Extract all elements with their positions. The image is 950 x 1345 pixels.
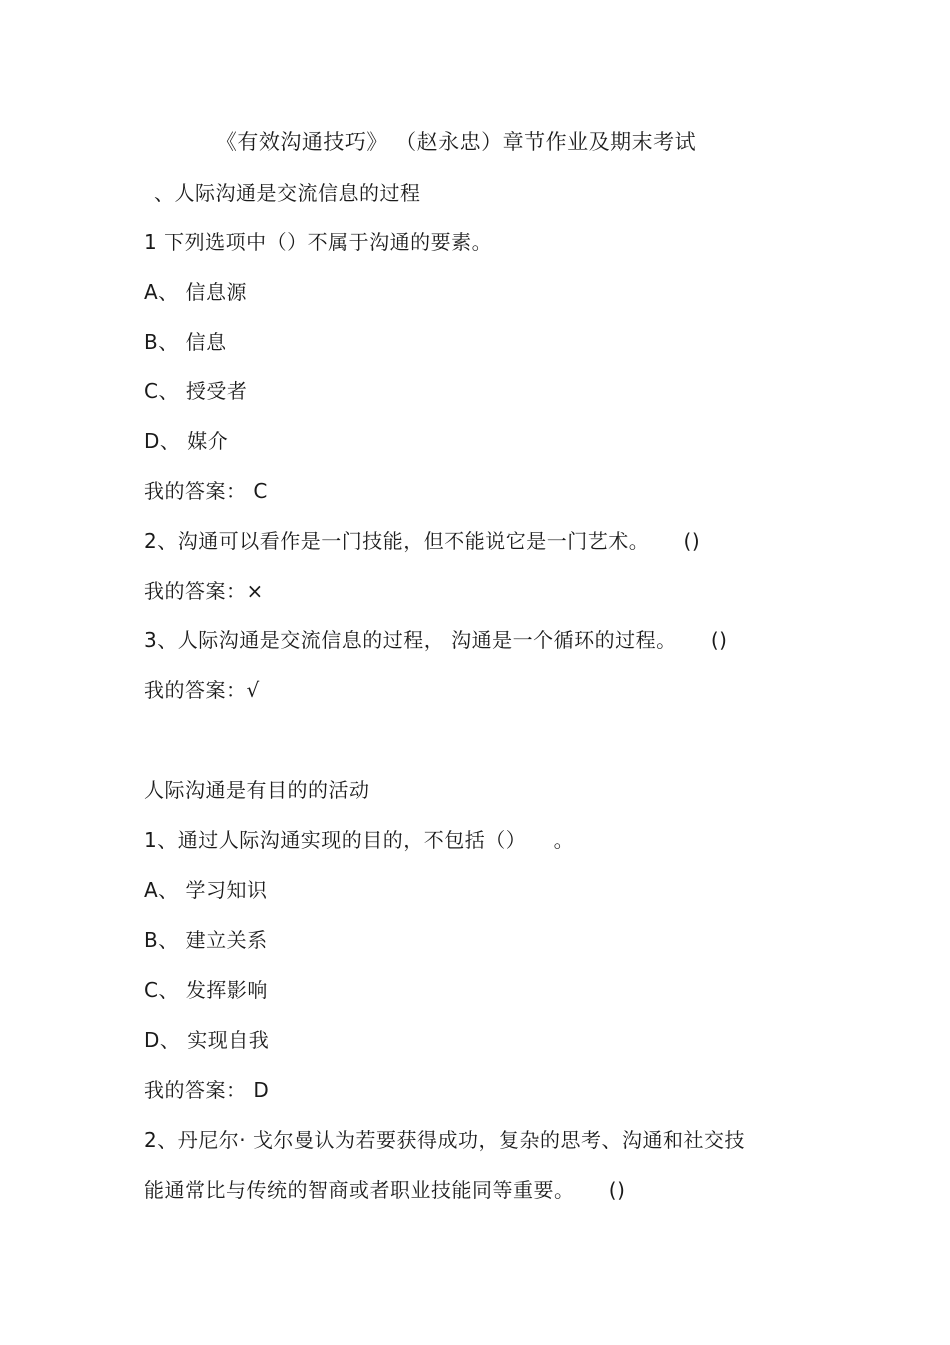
section-heading: 、人际沟通是交流信息的过程 — [154, 181, 421, 205]
option-d: D、 实现自我 — [144, 1028, 270, 1052]
question-text: 1 下列选项中（）不属于沟通的要素。 — [144, 230, 493, 254]
option-b: B、 信息 — [144, 330, 227, 354]
answer-text: 我的答案： C — [144, 479, 268, 503]
question-text: 2、沟通可以看作是一门技能，但不能说它是一门艺术。 () — [144, 529, 701, 553]
option-a: A、 信息源 — [144, 280, 248, 304]
question-text: 3、人际沟通是交流信息的过程， 沟通是一个循环的过程。 () — [144, 628, 728, 652]
document-title: 《有效沟通技巧》 （赵永忠）章节作业及期末考试 — [215, 130, 697, 154]
question-text: 1、通过人际沟通实现的目的，不包括（） 。 — [144, 828, 575, 852]
option-d: D、 媒介 — [144, 429, 229, 453]
answer-text: 我的答案：× — [144, 579, 264, 603]
question-text-line1: 2、丹尼尔· 戈尔曼认为若要获得成功，复杂的思考、沟通和社交技 — [144, 1128, 745, 1152]
option-b: B、 建立关系 — [144, 928, 268, 952]
question-text-line2: 能通常比与传统的智商或者职业技能同等重要。 () — [144, 1178, 626, 1202]
option-c: C、 授受者 — [144, 379, 248, 403]
answer-text: 我的答案： D — [144, 1078, 270, 1102]
section-heading: 人际沟通是有目的的活动 — [144, 778, 370, 802]
option-c: C、 发挥影响 — [144, 978, 268, 1002]
answer-text: 我的答案：√ — [144, 678, 260, 702]
option-a: A、 学习知识 — [144, 878, 268, 902]
